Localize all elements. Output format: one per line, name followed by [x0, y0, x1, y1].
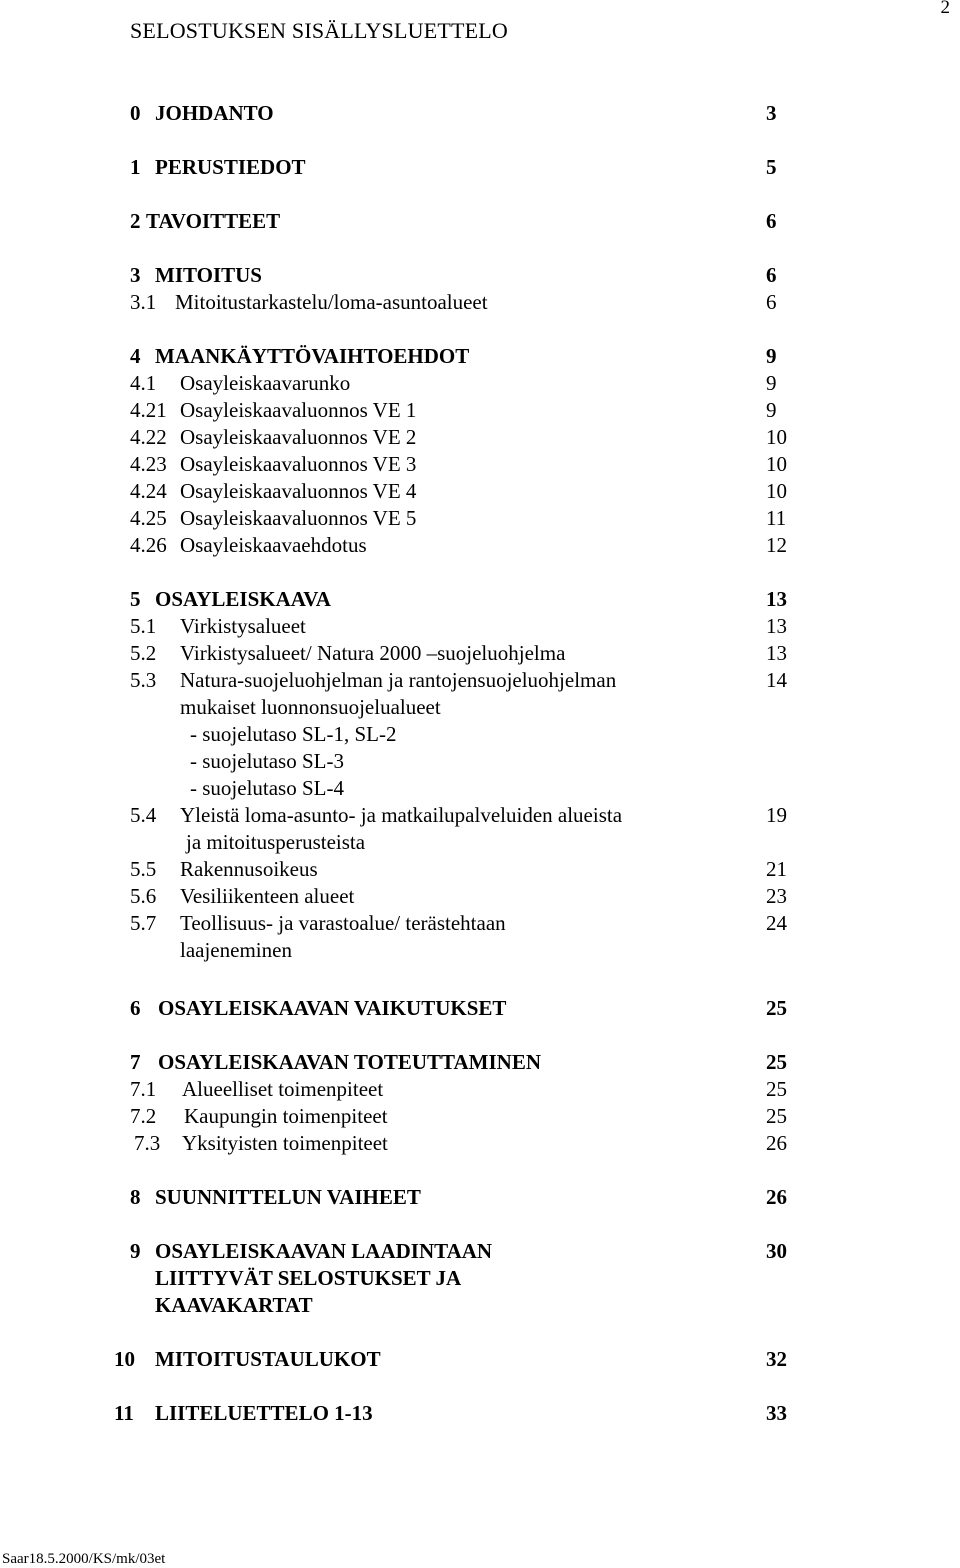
toc-entry [0, 937, 960, 963]
toc-entry-number: 5.5 [130, 857, 157, 881]
toc-entry-title: Osayleiskaavaluonnos VE 2 [180, 425, 417, 449]
toc-entry-title: MITOITUS [155, 263, 262, 287]
document-title: SELOSTUKSEN SISÄLLYSLUETTELO [130, 18, 508, 43]
toc-entry [0, 1130, 960, 1156]
toc-entry-title: - suojelutaso SL-4 [190, 776, 344, 800]
toc-entry-title: Alueelliset toimenpiteet [182, 1077, 384, 1101]
toc-entry [0, 532, 960, 558]
toc-entry-page: 21 [766, 857, 787, 881]
toc-entry-page: 25 [766, 1104, 787, 1128]
toc-entry-title: Osayleiskaavaluonnos VE 5 [180, 506, 417, 530]
toc-entry-page: 10 [766, 479, 787, 503]
toc-entry [0, 397, 960, 423]
toc-entry-number: 3.1 [130, 290, 157, 314]
toc-entry-page: 9 [766, 344, 777, 368]
toc-entry [0, 883, 960, 909]
toc-entry-page: 30 [766, 1239, 787, 1263]
toc-entry [0, 694, 960, 720]
toc-entry-page: 6 [766, 263, 777, 287]
toc-entry-title: Yleistä loma-asunto- ja matkailupalveluiden alueista [180, 803, 623, 827]
toc-entry [0, 1184, 960, 1210]
toc-entry [0, 1076, 960, 1102]
toc-entry-title: SUUNNITTELUN VAIHEET [155, 1185, 421, 1209]
toc-entry-page: 6 [766, 209, 777, 233]
toc-entry-page: 25 [766, 1050, 787, 1074]
toc-entry-number: 10 [114, 1347, 135, 1371]
toc-entry-title: LIITELUETTELO 1-13 [155, 1401, 373, 1425]
toc-entry-number: 4.26 [130, 533, 167, 557]
toc-entry-number: 4.24 [130, 479, 167, 503]
toc-entry [0, 289, 960, 315]
toc-entry-page: 13 [766, 587, 787, 611]
toc-entry [0, 775, 960, 801]
toc-entry-title: PERUSTIEDOT [155, 155, 306, 179]
toc-entry-page: 9 [766, 398, 777, 422]
toc-entry-number: 5.6 [130, 884, 157, 908]
toc-entry-title: Natura-suojeluohjelman ja rantojensuojeluohjelman [180, 668, 617, 692]
toc-entry-page: 9 [766, 371, 777, 395]
toc-entry-title: Osayleiskaavaehdotus [180, 533, 367, 557]
toc-entry-number: 6 [130, 996, 141, 1020]
toc-entry-number: 7.3 [134, 1131, 161, 1155]
toc-entry [0, 1049, 960, 1075]
toc-entry-title: - suojelutaso SL-3 [190, 749, 344, 773]
toc-entry-page: 19 [766, 803, 787, 827]
toc-entry-page: 13 [766, 641, 787, 665]
toc-entry [0, 910, 960, 936]
toc-entry [0, 451, 960, 477]
toc-entry-number: 4.21 [130, 398, 167, 422]
toc-entry [0, 424, 960, 450]
toc-entry-page: 11 [766, 506, 787, 530]
toc-entry-number: 4 [130, 344, 141, 368]
toc-entry-title: Virkistysalueet [180, 614, 306, 638]
toc-entry-page: 32 [766, 1347, 787, 1371]
toc-entry [0, 1238, 960, 1264]
toc-entry [0, 1346, 960, 1372]
toc-entry [0, 370, 960, 396]
toc-entry-number: 9 [130, 1239, 141, 1263]
toc-entry-title: OSAYLEISKAAVAN LAADINTAAN [155, 1239, 493, 1263]
toc-entry-number: 3 [130, 263, 141, 287]
toc-entry [0, 505, 960, 531]
toc-entry-number: 4.1 [130, 371, 157, 395]
toc-entry [0, 802, 960, 828]
toc-entry-number: 5.7 [130, 911, 157, 935]
toc-entry [0, 1400, 960, 1426]
toc-entry [0, 586, 960, 612]
toc-entry-page: 10 [766, 452, 787, 476]
toc-entry-page: 14 [766, 668, 787, 692]
toc-entry-title: ja mitoitusperusteista [186, 830, 366, 854]
toc-entry-title: Yksityisten toimenpiteet [182, 1131, 388, 1155]
toc-entry-title: laajeneminen [180, 938, 292, 962]
toc-entry-page: 6 [766, 290, 777, 314]
toc-entry-title: Kaupungin toimenpiteet [184, 1104, 388, 1128]
toc-entry-page: 24 [766, 911, 787, 935]
toc-entry-title: Osayleiskaavaluonnos VE 3 [180, 452, 417, 476]
toc-entry-page: 26 [766, 1131, 787, 1155]
toc-entry-number: 11 [114, 1401, 134, 1425]
toc-entry-page: 10 [766, 425, 787, 449]
toc-entry-title: OSAYLEISKAAVA [155, 587, 331, 611]
toc-entry [0, 262, 960, 288]
toc-entry-number: 7 [130, 1050, 141, 1074]
toc-entry-title: Osayleiskaavaluonnos VE 1 [180, 398, 417, 422]
toc-entry-title: LIITTYVÄT SELOSTUKSET JA [155, 1266, 462, 1290]
toc-entry-number: 4.22 [130, 425, 167, 449]
toc-entry-page: 13 [766, 614, 787, 638]
toc-entry [0, 721, 960, 747]
toc-entry-title: TAVOITTEET [146, 209, 281, 233]
toc-entry-page: 33 [766, 1401, 787, 1425]
toc-entry [0, 1292, 960, 1318]
toc-entry-title: Rakennusoikeus [180, 857, 318, 881]
toc-entry-page: 25 [766, 1077, 787, 1101]
toc-entry [0, 995, 960, 1021]
toc-entry-number: 5.3 [130, 668, 157, 692]
toc-entry-title: Mitoitustarkastelu/loma-asuntoalueet [175, 290, 488, 314]
toc-entry-page: 26 [766, 1185, 787, 1209]
toc-entry-page: 12 [766, 533, 787, 557]
toc-entry-title: Osayleiskaavaluonnos VE 4 [180, 479, 417, 503]
toc-entry-number: 2 [130, 209, 141, 233]
footer-text: Saar18.5.2000/KS/mk/03et [2, 1551, 166, 1567]
toc-entry-title: MAANKÄYTTÖVAIHTOEHDOT [155, 344, 470, 368]
toc-entry [0, 667, 960, 693]
toc-entry-title: JOHDANTO [155, 101, 274, 125]
toc-entry-number: 5.4 [130, 803, 157, 827]
toc-entry-title: MITOITUSTAULUKOT [155, 1347, 381, 1371]
toc-entry-number: 5.2 [130, 641, 157, 665]
toc-entry [0, 208, 960, 234]
toc-entry [0, 748, 960, 774]
toc-entry-title: Osayleiskaavarunko [180, 371, 351, 395]
toc-entry-page: 5 [766, 155, 777, 179]
toc-entry [0, 829, 960, 855]
toc-entry-title: OSAYLEISKAAVAN TOTEUTTAMINEN [158, 1050, 541, 1074]
toc-entry-page: 3 [766, 101, 777, 125]
toc-entry [0, 343, 960, 369]
toc-entry [0, 154, 960, 180]
toc-entry-page: 25 [766, 996, 787, 1020]
toc-entry-title: mukaiset luonnonsuojelualueet [180, 695, 441, 719]
toc-entry-title: KAAVAKARTAT [155, 1293, 313, 1317]
toc-entry [0, 1103, 960, 1129]
toc-entry [0, 1265, 960, 1291]
toc-entry-title: Virkistysalueet/ Natura 2000 –suojeluohjelma [180, 641, 566, 665]
toc-entry-number: 4.25 [130, 506, 167, 530]
toc-entry-number: 0 [130, 101, 141, 125]
toc-entry-number: 7.2 [130, 1104, 157, 1128]
toc-entry-title: Vesiliikenteen alueet [180, 884, 355, 908]
toc-entry-title: Teollisuus- ja varastoalue/ terästehtaan [180, 911, 506, 935]
toc-entry-number: 7.1 [130, 1077, 157, 1101]
toc-entry-title: - suojelutaso SL-1, SL-2 [190, 722, 397, 746]
toc-entry [0, 100, 960, 126]
toc-entry-title: OSAYLEISKAAVAN VAIKUTUKSET [158, 996, 507, 1020]
toc-entry-page: 23 [766, 884, 787, 908]
toc-entry [0, 613, 960, 639]
page-number: 2 [940, 0, 950, 18]
toc-entry-number: 8 [130, 1185, 141, 1209]
toc-entry-number: 1 [130, 155, 141, 179]
toc-entry-number: 4.23 [130, 452, 167, 476]
toc-entry-number: 5.1 [130, 614, 157, 638]
toc-entry [0, 478, 960, 504]
toc-entry-number: 5 [130, 587, 141, 611]
toc-entry [0, 856, 960, 882]
toc-entry [0, 640, 960, 666]
